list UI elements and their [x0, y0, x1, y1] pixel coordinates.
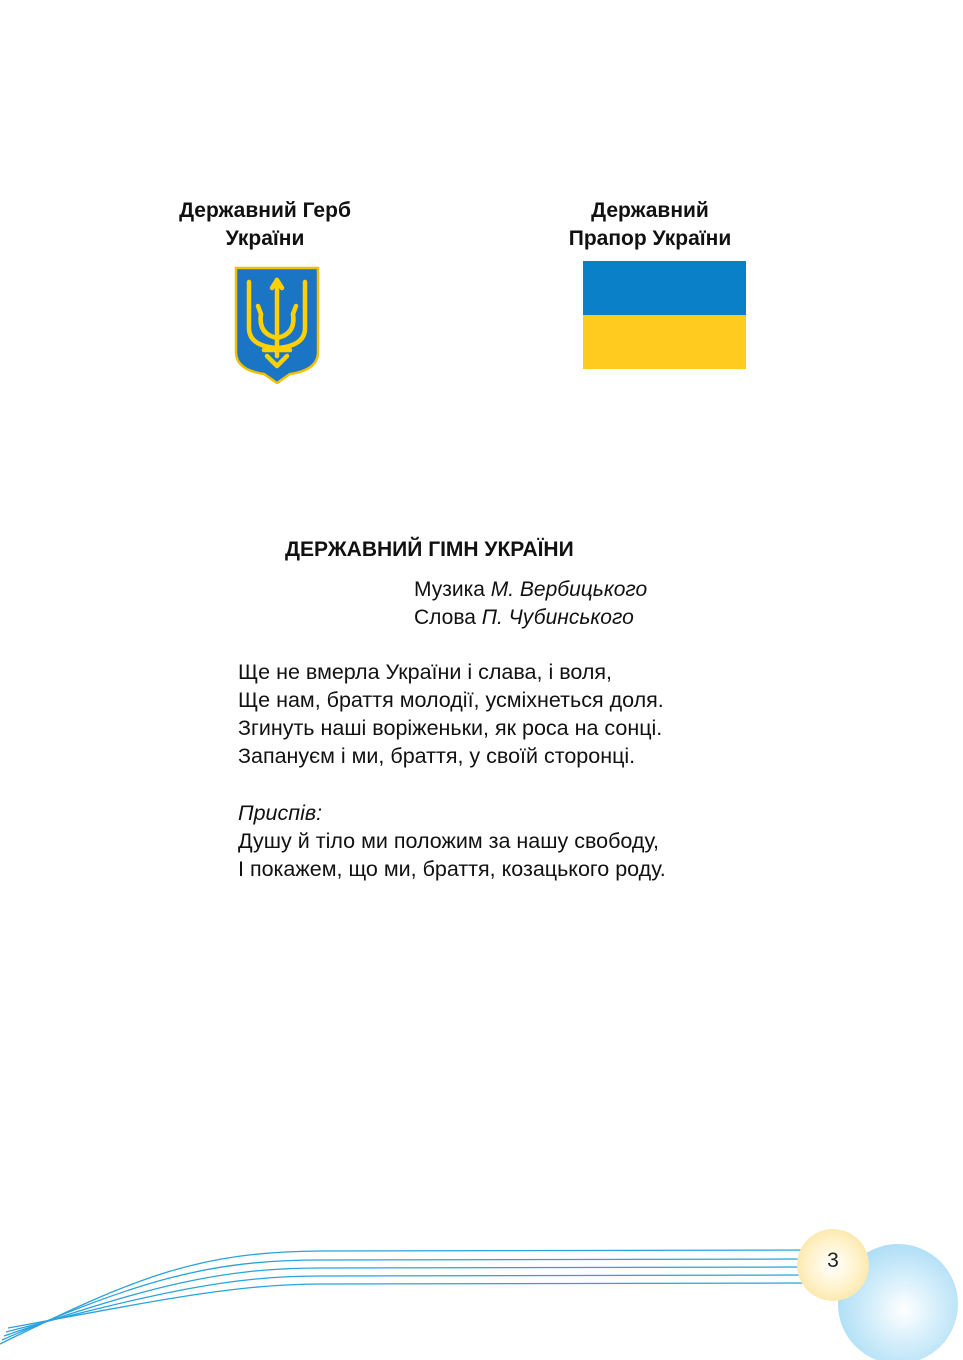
verse-line: Згинуть наші воріженьки, як роса на сонці.: [238, 716, 663, 740]
anthem-verse: [238, 658, 664, 770]
lyrics-label: Слова: [414, 606, 476, 629]
verse-line: Запануєм і ми, браття, у своїй сторонці.: [238, 744, 636, 768]
page-number: 3: [827, 1249, 839, 1272]
decor-lines: [0, 1250, 820, 1344]
anthem-title: ДЕРЖАВНИЙ ГІМН УКРАЇНИ: [285, 538, 574, 561]
lyrics-credit: [414, 604, 647, 632]
caption-line: Державний: [591, 199, 709, 222]
verse-line: Ще не вмерла України і слава, і воля,: [238, 660, 613, 684]
caption-line: Державний Герб: [179, 199, 351, 222]
verse-line: Ще нам, браття молодії, усміхнеться доля.: [238, 688, 664, 712]
music-label: Музика: [414, 578, 485, 601]
music-credit: [414, 576, 647, 604]
chorus-line: І покажем, що ми, браття, козацького роду.: [238, 857, 666, 881]
caption-line: України: [225, 227, 305, 250]
flag-caption: [540, 197, 760, 253]
caption-line: Прапор України: [568, 227, 732, 250]
lyrics-author: П. Чубинського: [481, 606, 634, 629]
coat-of-arms-caption: [145, 197, 385, 253]
chorus-label: Приспів:: [238, 801, 323, 825]
chorus-line: Душу й тіло ми положим за нашу свободу,: [238, 829, 660, 853]
music-author: М. Вербицького: [490, 578, 648, 601]
coat-of-arms-icon: [234, 266, 320, 384]
anthem-credits: [414, 576, 647, 632]
flag-bottom-stripe: [583, 315, 746, 369]
flag-of-ukraine: [583, 261, 746, 369]
anthem-chorus: [238, 799, 666, 883]
flag-top-stripe: [583, 261, 746, 315]
